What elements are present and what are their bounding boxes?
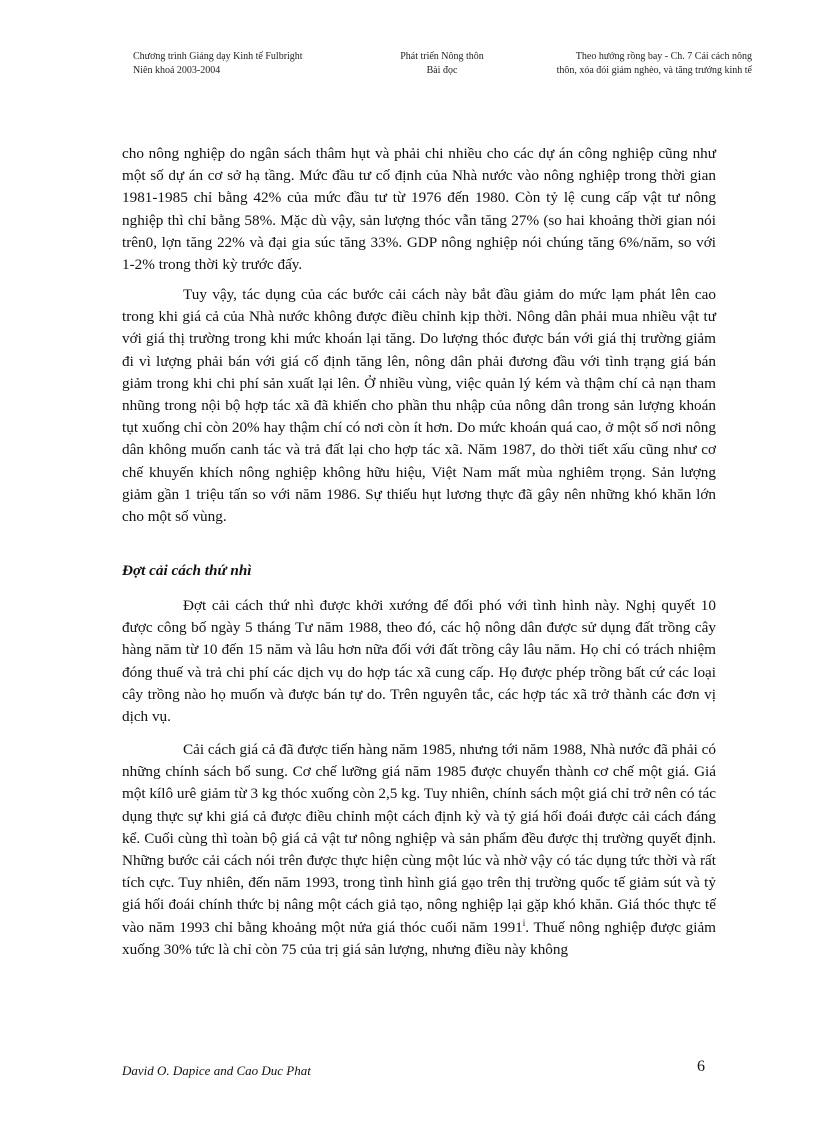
header-reading: Bài đọc xyxy=(426,65,458,76)
header-year: Niên khoá 2003-2004 xyxy=(133,65,221,76)
paragraph-2 xyxy=(122,284,716,528)
header-program: Chương trình Giảng dạy Kinh tế Fulbright xyxy=(133,51,303,62)
header-right xyxy=(520,50,752,78)
header-course: Phát triển Nông thôn xyxy=(400,51,484,62)
header-left xyxy=(133,50,303,78)
paragraph-4-part-1: Cải cách giá cả đã được tiến hàng năm 1985, nhưng tới năm 1988, Nhà nước đã phải có những chính sách bổ sung. Cơ chế lưỡng giá năm 1985 được chuyển thành cơ chế một giá. Giá một kílô urê giảm từ 3 kg thóc xuống còn 2,5 kg. Tuy nhiên, chính sách một giá chỉ trở nên có tác dụng thực sự khi giá cả được điều chỉnh một cách định kỳ và tỷ giá hối đoái được cải cách đáng kể. Cuối cùng thì toàn bộ giá cả vật tư nông nghiệp và sản phẩm đều được thị trường quyết định. Những bước cải cách nói trên được thực hiện cùng một lúc và nhờ vậy có tác dụng tức thời và rất tích cực. Tuy nhiên, đến năm 1993, trong tình hình giá gạo trên thị trường quốc tế giảm sút và tỷ giá hối đoái chính thức bị nâng một cách giả tạo, nông nghiệp lại gặp khó khăn. Giá thóc thực tế vào năm 1993 chỉ bằng khoảng một nửa giá thóc cuối năm 1991 xyxy=(122,741,716,936)
paragraph-4 xyxy=(122,739,716,961)
paragraph-1 xyxy=(122,143,716,276)
paragraph-4-text xyxy=(122,739,716,961)
paragraph-1-text: cho nông nghiệp do ngân sách thâm hụt và phải chi nhiều cho các dự án công nghiệp cũng như một số dự án cơ sở hạ tầng. Mức đầu tư cố định của Nhà nước vào nông nghiệp trong thời gian 1981-1985 chỉ bằng 42% của mức đầu tư từ 1976 đến 1980. Còn tỷ lệ cung cấp vật tư nông nghiệp thì chỉ bằng 58%. Mặc dù vậy, sản lượng thóc vẫn tăng 27% (so hai khoảng thời gian nói trên0, lợn tăng 22% và đại gia súc tăng 33%. GDP nông nghiệp nói chúng tăng 6%/năm, so với 1-2% trong thời kỳ trước đấy. xyxy=(122,145,716,274)
paragraph-3 xyxy=(122,595,716,728)
header-chapter-line-1: Theo hướng rồng bay - Ch. 7 Cải cách nông xyxy=(575,51,752,62)
section-heading: Đợt cải cách thứ nhì xyxy=(122,562,252,579)
header-chapter-line-2: thôn, xóa đói giảm nghèo, và tăng trưởng kinh tế xyxy=(556,65,752,76)
paragraph-2-text: Tuy vậy, tác dụng của các bước cải cách này bắt đầu giảm do mức lạm phát lên cao trong khi giá cả của Nhà nước không được điều chỉnh kịp thời. Nông dân phải mua nhiều vật tư với giá thị trường trong khi mức khoán lại tăng. Do lượng thóc được bán với giá thị trường giảm đi vì lượng phải bán với giá cố định tăng lên, nông dân phải đương đầu với tình trạng giá bán giảm trong khi chi phí sản xuất lại lên. Ở nhiều vùng, việc quản lý kém và thậm chí cả nạn tham nhũng trong nội bộ hợp tác xã đã khiến cho phần thu nhập của nông dân trong sản lượng khoán tụt xuống chỉ còn 20% hay thậm chí có nơi còn ít hơn. Do mức khoán quá cao, ở một số nơi nông dân không muốn canh tác và trả đất lại cho hợp tác xã. Năm 1987, do thời tiết xấu cũng như cơ chế khuyến khích nông nghiệp không hữu hiệu, Việt Nam mất mùa nghiêm trọng. Sản lượng giảm gần 1 triệu tấn so với năm 1986. Sự thiếu hụt lương thực đã gây nên những khó khăn lớn cho một số vùng. xyxy=(122,286,716,526)
paragraph-4-part-2: . Thuế nông nghiệp được giảm xuống 30% tức là chỉ còn 75 của trị giá sản lượng, nhưng điều này không xyxy=(122,918,716,958)
page-number: 6 xyxy=(697,1058,705,1075)
footnote-marker[interactable]: i xyxy=(522,917,526,928)
paragraph-3-text: Đợt cải cách thứ nhì được khởi xướng để đối phó với tình hình này. Nghị quyết 10 được công bố ngày 5 tháng Tư năm 1988, theo đó, các hộ nông dân được sử dụng đất trồng cây hàng năm từ 10 đến 15 năm và lâu hơn nữa đối với đất trồng cây lâu năm. Họ chỉ có trách nhiệm đóng thuế và trả chi phí các dịch vụ do hợp tác xã cung cấp. Họ được phép trồng bất cứ các loại cây trồng nào họ muốn và được bán tự do. Trên nguyên tắc, các hợp tác xã trở thành các đơn vị dịch vụ. xyxy=(122,597,716,726)
header-middle xyxy=(392,50,492,78)
footer-author: David O. Dapice and Cao Duc Phat xyxy=(122,1063,311,1078)
